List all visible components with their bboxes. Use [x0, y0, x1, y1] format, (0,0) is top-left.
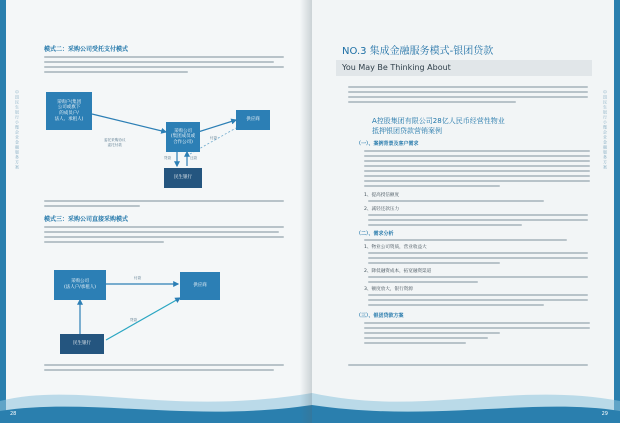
heading-analysis: （二）、需求分析: [356, 231, 394, 237]
diagram1-loan-label: 贷款: [164, 156, 172, 160]
diagram1-repay-label: 还款: [190, 156, 198, 160]
diagram2-bank-node: 民生银行: [60, 334, 104, 354]
diagram1-bank-node: 民生银行: [164, 168, 202, 188]
case-title-line1: A控股集团有限公司28亿人民币经营性物业: [372, 117, 505, 125]
diagram1-entrust-label: 委托采购协议 委托付款: [104, 138, 126, 147]
intro-paragraph: [348, 86, 588, 106]
case-title-line2: 抵押银团贷款营销案例: [372, 127, 442, 135]
section2-paragraph: [44, 226, 284, 246]
diagram1-agent-node: 采购公司 (集团成员或 合作公司): [166, 122, 200, 152]
need-item-2: 2、减轻还款压力: [364, 207, 400, 212]
analysis-item-1-text: [368, 252, 588, 267]
analysis-item-3-text: [368, 294, 588, 309]
section1-paragraph: [44, 56, 284, 76]
right-page-number: 29: [601, 411, 608, 417]
diagram1-supplier-node: 供应商: [236, 110, 270, 130]
right-page-subtitle: You May Be Thinking About: [342, 63, 451, 72]
section-title-mode3: 模式三：采购公司直接采购模式: [44, 216, 129, 223]
left-spine-text: 中国民生银行小微企业金融服务方案: [15, 90, 20, 170]
section-title-mode2: 模式二：采购公司受托支付模式: [44, 46, 129, 53]
analysis-item-2-text: [368, 276, 588, 286]
analysis-item-1: 1、物业公司资质，营业收益大: [364, 245, 427, 250]
left-page-number: 28: [10, 411, 17, 417]
diagram2-supplier-node: 供应商: [180, 272, 220, 300]
diagram2-buyer-node: 采购公司 (法人户/承租人): [54, 270, 106, 300]
right-edge-strip: [614, 0, 620, 423]
analysis-item-2: 2、降低融资成本，拓宽融资渠道: [364, 269, 432, 274]
analysis-item-3: 3、额度放大，银行资源: [364, 287, 413, 292]
left-footer-wave: [0, 377, 312, 423]
left-footer-paragraph: [44, 364, 284, 374]
need-item-1: 1、提高授信额度: [364, 193, 400, 198]
diagram-entrusted-payment: [40, 92, 280, 202]
diagram1-buyer-node: 采购户(集团 公司或旗下 的成员户/ 法人、承租人): [46, 92, 92, 130]
diagram1-caption: [44, 200, 284, 210]
right-footer-wave: [312, 377, 620, 423]
diagram-direct-purchase: [50, 262, 280, 362]
background-paragraph: [364, 150, 590, 190]
heading-plan: （三）、银团贷款方案: [356, 313, 404, 319]
plan-paragraph: [364, 322, 590, 347]
closing-paragraph: [348, 364, 588, 369]
diagram2-loan-label: 贷款: [130, 318, 138, 322]
diagram1-pay-label: 付款: [210, 136, 218, 140]
right-page: [312, 0, 620, 423]
need-item-2-text: [368, 214, 588, 229]
left-edge-strip: [0, 0, 6, 423]
diagram2-pay-label: 付款: [134, 276, 142, 280]
heading-background: （一）、案例背景及客户需求: [356, 141, 419, 147]
right-spine-text: 中国民生银行小微企业金融服务方案: [603, 90, 608, 170]
need-item-1-text: [368, 200, 588, 205]
right-page-title: NO.3 集成金融服务模式-银团贷款: [342, 46, 494, 57]
